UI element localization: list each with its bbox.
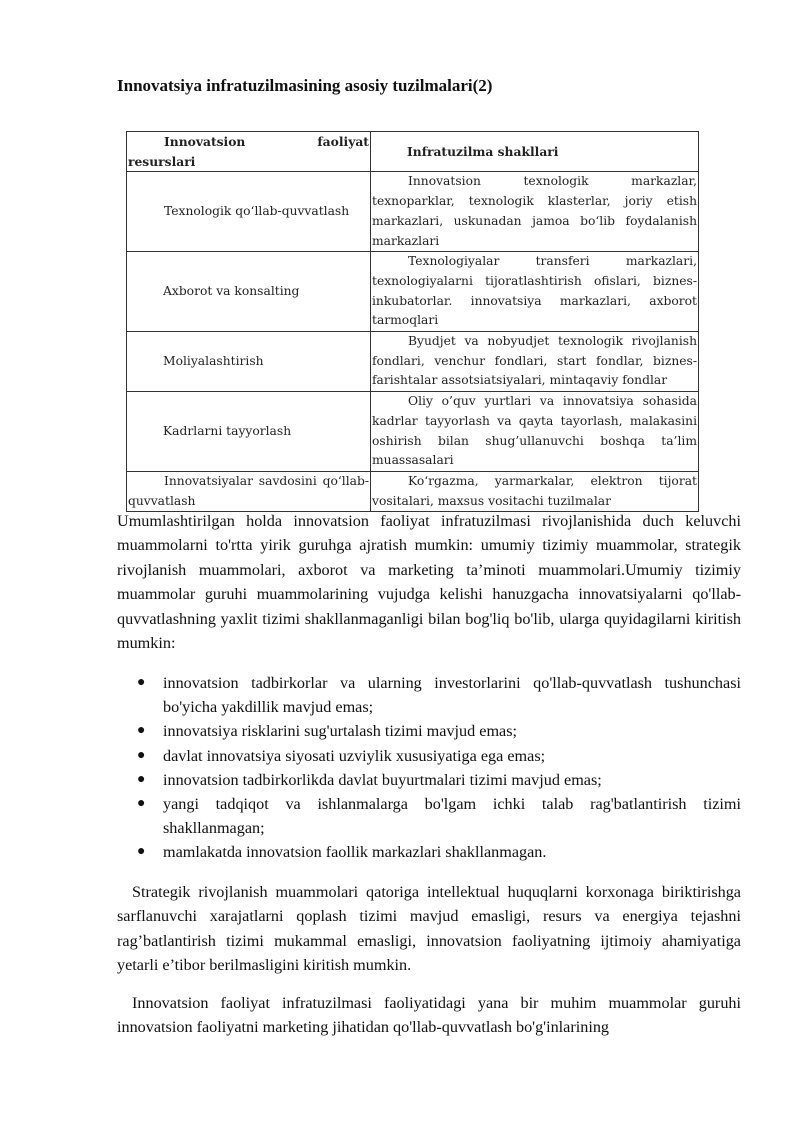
list-item [117, 671, 741, 719]
table-row [127, 392, 699, 472]
bullet-icon: ● [137, 796, 146, 812]
bullet-icon: ● [137, 747, 146, 763]
row-resource: Moliyalashtirish [127, 332, 371, 392]
bullet-icon: ● [137, 844, 146, 860]
bullet-icon: ● [137, 675, 146, 690]
bullet-icon: ● [137, 723, 146, 739]
list-item-text: innovatsion tadbirkorlar va ularning investorlarini qo'llab-quvvatlash tushunchasi bo'yicha yakdillik mavjud emas; [163, 674, 741, 717]
paragraph-marketing-problems: Innovatsion faoliyat infratuzilmasi faoliyatidagi yana bir muhim muammolar guruhi innovatsion faoliyatni marketing jihatidan qo'llab-quvvatlash bo'g'inlarining [117, 994, 741, 1037]
list-item-text: innovatsion tadbirkorlikda davlat buyurtmalari tizimi mavjud emas; [163, 770, 602, 789]
list-item [117, 744, 741, 768]
row-resource: Innovatsiyalar savdosini qo‘llab-quvvatlash [127, 471, 371, 511]
systemic-problems-list [117, 671, 741, 865]
row-forms: Oliy o’quv yurtlari va innovatsiya sohasida kadrlar tayyorlash va qayta tayorlash, malakasini oshirish bilan shug’ullanuvchi boshqa ta’lim muassasalari [371, 392, 699, 472]
list-item [117, 719, 741, 743]
paragraph-strategic-problems: Strategik rivojlanish muammolari qatoriga intellektual huquqlarni korxonaga biriktirishga sarflanuvchi xarajatlarni qoplash tizimi mavjud emasligi, resurs va energiya tejashni rag’batlantirish tizimi mukammal emasligi, innovatsion faoliyatning ijtimoiy ahamiyatiga yetarli e’tibor berilmasligini kiritish mumkin. [117, 883, 741, 975]
paragraph-problems-overview: Umumlashtirilgan holda innovatsion faoliyat infratuzilmasi rivojlanishida duch keluvchi muammolarni to'rtta yirik guruhga ajratish mumkin: umumiy tizimiy muammolar, strategik rivojlanish muammolari, axborot va marketing ta’minoti muammolari.Umumiy tizimiy muammolar guruhi muammolarining vujudga kelishi hanuzgacha innovatsiyalarni qo'llab-quvvatlashning yaxlit tizimi shakllanmaganligi bilan bog'liq bo'lib, ularga quyidagilarni kiritish mumkin: [117, 512, 741, 653]
row-forms: Ko‘rgazma, yarmarkalar, elektron tijorat vositalari, maxsus vositachi tuzilmalar [371, 471, 699, 511]
header-resources: Innovatsion faoliyat resurslari [127, 132, 371, 172]
row-resource: Kadrlarni tayyorlash [127, 392, 371, 472]
table-header-row [127, 132, 699, 172]
row-forms: Texnologiyalar transferi markazlari, texnologiyalarni tijoratlashtirish ofislari, biznes-inkubatorlar. innovatsiya markazlari, axborot tarmoqlari [371, 252, 699, 332]
list-item [117, 768, 741, 792]
header-forms: Infratuzilma shakllari [371, 132, 699, 172]
list-item [117, 792, 741, 840]
list-item [117, 840, 741, 864]
row-resource: Texnologik qo‘llab-quvvatlash [127, 172, 371, 252]
bullet-icon: ● [137, 771, 146, 787]
table-row [127, 252, 699, 332]
list-item-text: mamlakatda innovatsion faollik markazlari shakllanmagan. [163, 843, 547, 862]
list-item-text: innovatsiya risklarini sug'urtalash tizimi mavjud emas; [163, 722, 518, 741]
list-item-text: yangi tadqiqot va ishlanmalarga bo'lgam ichki talab rag'batlantirish tizimi shakllanmagan; [163, 795, 741, 838]
row-resource: Axborot va konsalting [127, 252, 371, 332]
table-row [127, 332, 699, 392]
table-row [127, 471, 699, 511]
row-forms: Byudjet va nobyudjet texnologik rivojlanish fondlari, venchur fondlari, start fondlar, biznes-farishtalar assotsiatsiyalari, mintaqaviy fondlar [371, 332, 699, 392]
section-title: Innovatsiya infratuzilmasining asosiy tuzilmalari(2) [117, 76, 493, 95]
infrastructure-table [126, 131, 699, 512]
row-forms: Innovatsion texnologik markazlar, texnoparklar, texnologik klasterlar, joriy etish markazlari, uskunadan jamoa bo‘lib foydalanish markazlari [371, 172, 699, 252]
table-row [127, 172, 699, 252]
list-item-text: davlat innovatsiya siyosati uzviylik xususiyatiga ega emas; [163, 746, 546, 765]
